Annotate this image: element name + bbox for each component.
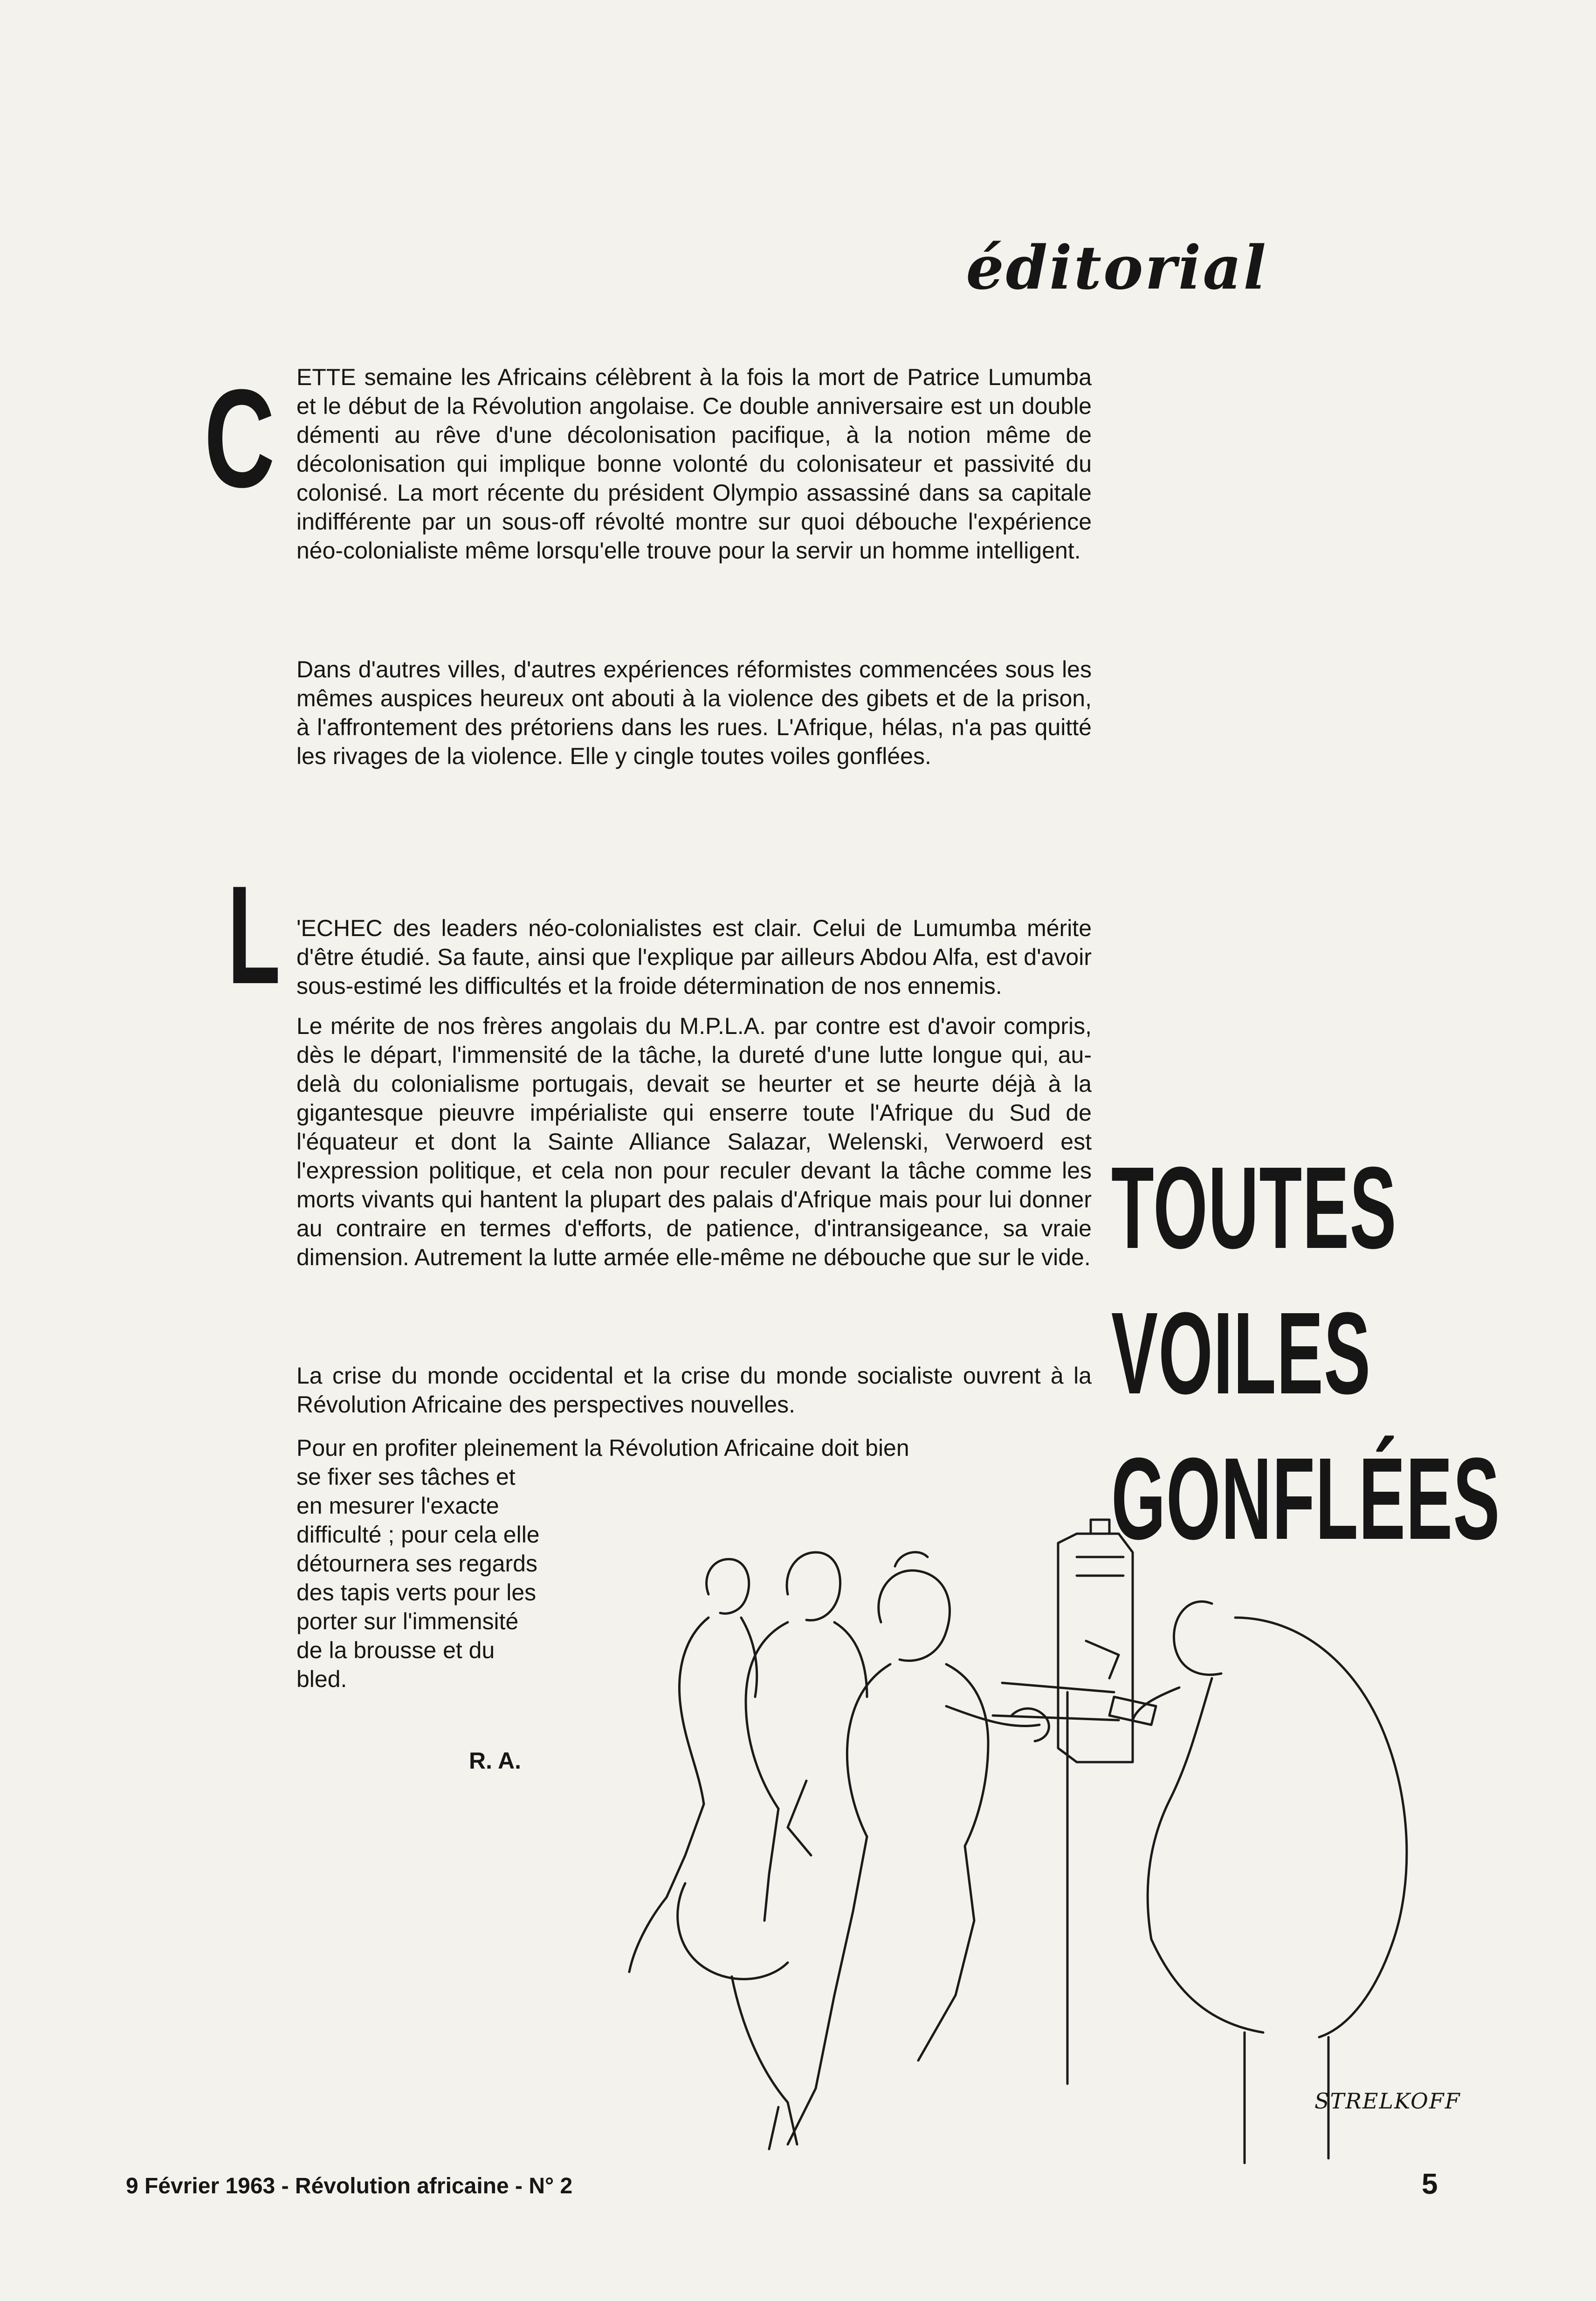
editorial-paragraph-2: Dans d'autres villes, d'autres expériences réformistes commencées sous les mêmes auspices heureux ont abouti à la violence des gibets et de la prison, à l'affrontement des prétoriens dans les rues. L'Afrique, hélas, n'a pas quitté les rivages de la violence. Elle y cingle toutes voiles gonflées. <box>296 656 1092 769</box>
artist-signature: STRELKOFF <box>1314 2088 1461 2114</box>
editorial-paragraph-1: ETTE semaine les Africains célèbrent à la fois la mort de Patrice Lumumba et le début de la Révolution angolaise. Ce double anniversaire est un double démenti au rêve d'une décolonisation pacifique, à la notion même de décolonisation qui implique bonne volonté du colonisateur et passivité du colonisé. La mort récente du président Olympio assassiné dans sa capitale indifférente par un sous-off révolté montre sur quoi débouche l'expérience néo-colonialiste même lorsqu'elle trouve pour la servir un homme intelligent. <box>296 364 1092 564</box>
drop-cap-c: C <box>204 360 275 517</box>
page-number: 5 <box>1422 2168 1438 2200</box>
editorial-paragraph-6-rest: se fixer ses tâches et en mesurer l'exacte difficulté ; pour cela elle détournera ses regards des tapis verts pour les porter sur l'immensité de la brousse et du bled. <box>296 1464 540 1692</box>
headline-line-1: TOUTES <box>1111 1143 1397 1273</box>
editorial-paragraph-6-first-line: Pour en profiter pleinement la Révolution Africaine doit bien <box>296 1435 909 1461</box>
section-kicker: éditorial <box>966 233 1268 303</box>
editorial-paragraph-4: Le mérite de nos frères angolais du M.P.L.A. par contre est d'avoir compris, dès le départ, l'immensité de la tâche, la dureté d'une lutte longue qui, au-delà du colonialisme portugais, devait se heurter et se heurte déjà à la gigantesque pieuvre impérialiste qui enserre toute l'Afrique du Sud de l'équateur et dont la Sainte Alliance Salazar, Welenski, Verwoerd est l'expression politique, et cela non pour reculer devant la tâche comme les morts vivants qui hantent la plupart des palais d'Afrique mais pour lui donner au contraire en termes d'efforts, de patience, d'intransigeance, sa vraie dimension. Autrement la lutte armée elle-même ne débouche que sur le vide. <box>296 1013 1092 1270</box>
footer-issue-line: 9 Février 1963 - Révolution africaine - N° 2 <box>126 2174 573 2198</box>
editorial-paragraph-3: 'ECHEC des leaders néo-colonialistes est clair. Celui de Lumumba mérite d'être étudié. Sa faute, ainsi que l'explique par ailleurs Abdou Alfa, est d'avoir sous-estimé les difficultés et la froide détermination de nos ennemis. <box>296 915 1092 999</box>
cartoon-illustration <box>592 1501 1468 2177</box>
headline-line-3: GONFLÉES <box>1111 1433 1500 1564</box>
editorial-paragraph-5: La crise du monde occidental et la crise du monde socialiste ouvrent à la Révolution Africaine des perspectives nouvelles. <box>296 1363 1092 1418</box>
drop-cap-l: L <box>227 856 281 1013</box>
author-signature: R. A. <box>469 1748 522 1774</box>
headline-line-2: VOILES <box>1111 1288 1371 1418</box>
